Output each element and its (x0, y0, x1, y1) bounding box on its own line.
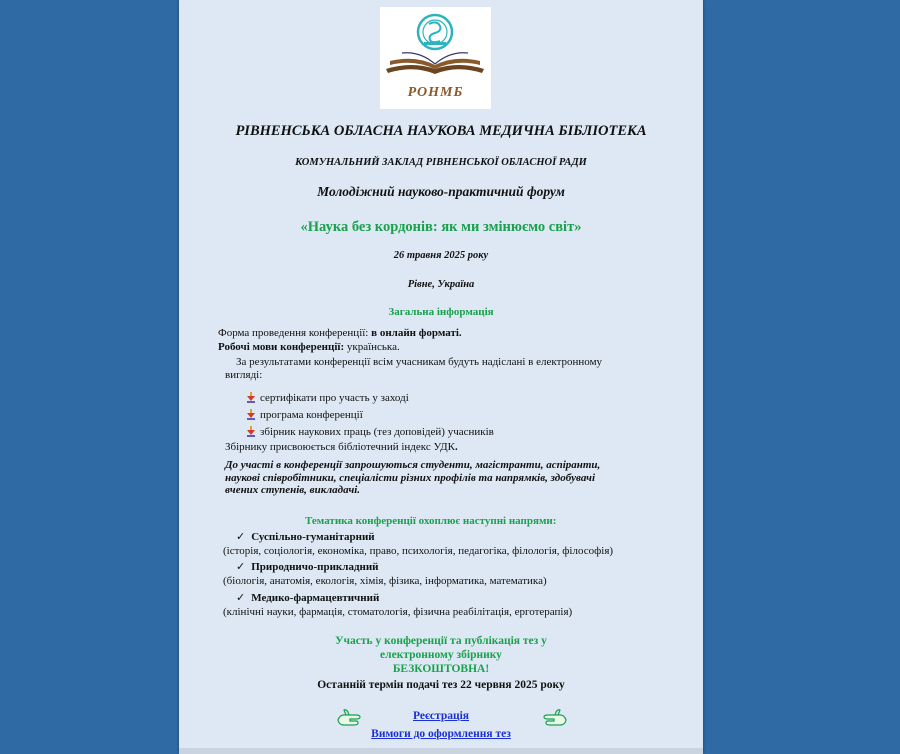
arrow-bullet-icon (246, 426, 256, 437)
participation-free: БЕЗКОШТОВНА! (392, 663, 490, 675)
invite-paragraph (225, 459, 655, 497)
intro-line-1: За результатами конференції всім учасникам будуть надіслані в електронному (236, 356, 603, 368)
check-icon: ✓ (236, 561, 246, 573)
topic-description: (клінічні науки, фармація, стоматологія, фізична реабілітація, ерготерапія) (223, 606, 573, 618)
event-location: Рівне, Україна (407, 279, 475, 290)
event-date: 26 травня 2025 року (393, 250, 489, 261)
library-logo (380, 7, 491, 109)
topics-title: Тематика конференції охоплює наступні напрями: (305, 515, 557, 527)
topic-heading: ✓ Природничо-прикладний (236, 561, 379, 573)
check-icon: ✓ (236, 531, 246, 543)
topic-description: (історія, соціологія, економіка, право, психологія, педагогіка, філологія, філософія) (223, 545, 614, 557)
general-info-title: Загальна інформація (388, 306, 494, 318)
arrow-bullet-icon (246, 409, 256, 420)
requirements-link[interactable]: Вимоги до оформлення тез (371, 728, 511, 740)
logo-text: РОНМБ (407, 85, 464, 100)
deadline-text: Останній термін подачі тез 22 червня 2025 року (317, 679, 565, 691)
topic-description: (біологія, анатомія, екологія, хімія, фізика, інформатика, математика) (223, 575, 547, 587)
pointing-hand-left-icon (538, 708, 568, 728)
institution-name: КОМУНАЛЬНИЙ ЗАКЛАД РІВНЕНСЬКОЇ ОБЛАСНОЇ РАДИ (295, 157, 587, 168)
udk-line: Збірнику присвоюється бібліотечний індекс УДК. (225, 441, 458, 453)
language-line (218, 341, 400, 354)
forum-type: Молодіжний науково-практичний форум (317, 184, 565, 199)
participation-line-2: електронному збірнику (380, 649, 502, 661)
arrow-bullet-icon (246, 392, 256, 403)
intro-line-2: вигляді: (225, 369, 263, 381)
document-page (179, 0, 703, 754)
forum-title: «Наука без кордонів: як ми змінюємо світ» (300, 219, 582, 235)
participation-line-1: Участь у конференції та публікація тез у (335, 635, 547, 647)
list-item: сертифікати про участь у заході (246, 392, 409, 404)
language-value: українська. (344, 341, 400, 353)
list-item: програма конференції (246, 409, 363, 421)
invite-line-2: наукові співробітники, спеціалісти різних профілів та напрямків, здобувачі (225, 471, 595, 484)
library-name: РІВНЕНСЬКА ОБЛАСНА НАУКОВА МЕДИЧНА БІБЛІОТЕКА (235, 123, 647, 139)
page-bottom-edge (179, 748, 703, 754)
invite-line-3: вчених ступенів, викладачі. (225, 484, 361, 496)
invite-line-1: До участі в конференції запрошуються студенти, магістранти, аспіранти, (225, 459, 601, 471)
format-line (218, 327, 462, 340)
topic-heading: ✓ Суспільно-гуманітарний (236, 531, 375, 543)
check-icon: ✓ (236, 592, 246, 604)
links-block (179, 706, 703, 742)
format-value: в онлайн форматі. (371, 327, 462, 339)
format-label: Форма проведення конференції: (218, 327, 372, 339)
list-item: збірник наукових праць (тез доповідей) учасників (246, 426, 494, 438)
topic-heading: ✓ Медико-фармацевтичний (236, 592, 380, 604)
registration-link[interactable]: Реєстрація (412, 710, 470, 722)
language-label: Робочі мови конференції: (218, 341, 345, 353)
participation-note (179, 634, 703, 676)
